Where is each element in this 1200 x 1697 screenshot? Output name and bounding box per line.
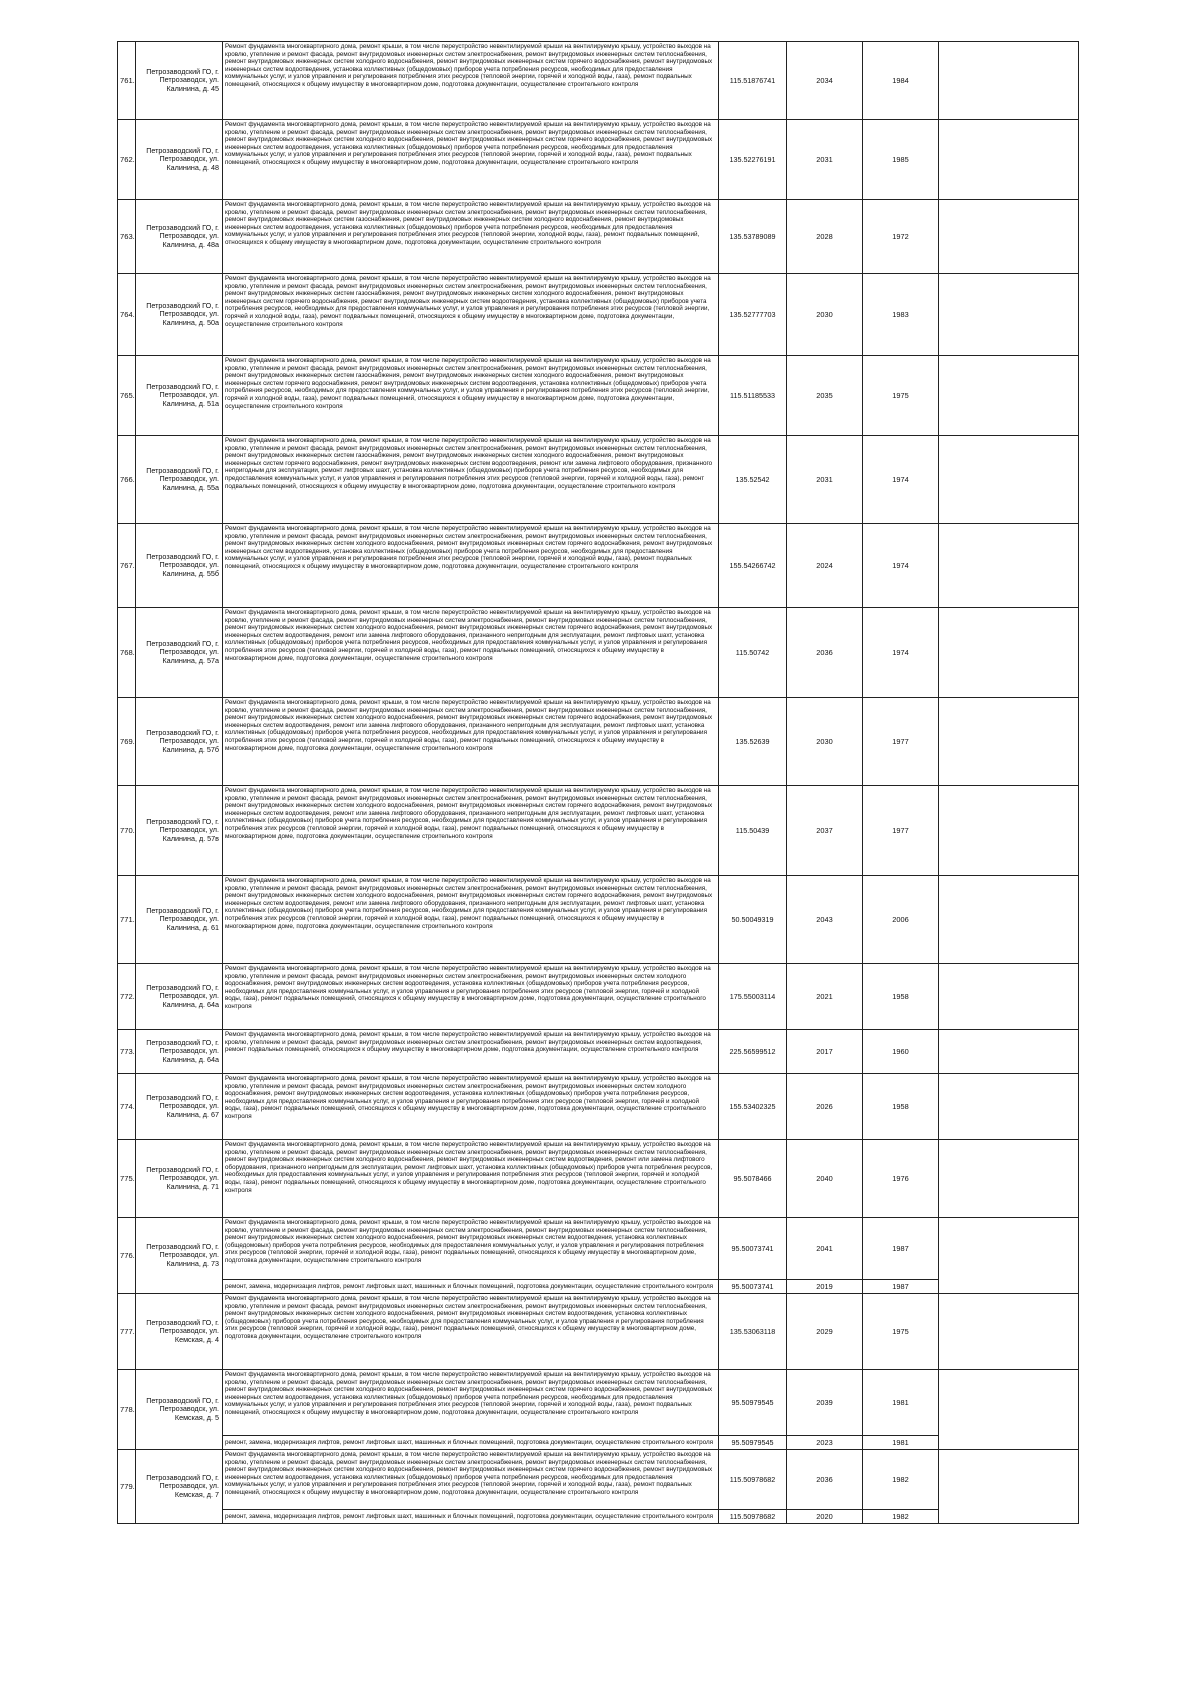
row-number: 771. bbox=[118, 876, 136, 964]
empty-cell bbox=[939, 42, 1079, 120]
repair-works-lift: ремонт, замена, модернизация лифтов, ремонт лифтовых шахт, машинных и блочных помещений, подготовка документации, осуществление строительного контроля bbox=[223, 1510, 719, 1524]
house-address: Петрозаводский ГО, г. Петрозаводск, ул. Калинина, д. 55б bbox=[136, 524, 223, 608]
planned-year: 2029 bbox=[787, 1294, 863, 1370]
planned-year-lift: 2023 bbox=[787, 1436, 863, 1450]
row-number: 779. bbox=[118, 1450, 136, 1524]
row-number: 769. bbox=[118, 698, 136, 786]
empty-cell bbox=[939, 274, 1079, 356]
repair-cost: 155.53402325 bbox=[719, 1074, 787, 1140]
table-row bbox=[118, 1450, 1079, 1510]
repair-works: Ремонт фундамента многоквартирного дома, ремонт крыши, в том числе переустройство невентилируемой крыши на вентилируемую крышу, устройство выходов на кровлю, утепление и ремонт фасада, ремонт внутридомовых инженерных систем электроснабжения, ремонт внутридомовых инженерных систем холодного водоснабжения, ремонт внутридомовых инженерных систем водоотведения, установка коллективных (общедомовых) приборов учета потребления ресурсов, необходимых для предоставления коммунальных услуг, и узлов управления и регулирования потребления этих ресурсов (тепловой энергии, горячей и холодной воды, газа), ремонт подвальных помещений, относящихся к общему имуществу в многоквартирном доме, подготовка документации, осуществление строительного контроля bbox=[223, 1074, 719, 1140]
row-number: 773. bbox=[118, 1030, 136, 1074]
empty-cell bbox=[939, 1030, 1079, 1074]
table-row bbox=[118, 200, 1079, 274]
house-address: Петрозаводский ГО, г. Петрозаводск, ул. Кемская, д. 7 bbox=[136, 1450, 223, 1524]
repair-works: Ремонт фундамента многоквартирного дома, ремонт крыши, в том числе переустройство невентилируемой крыши на вентилируемую крышу, устройство выходов на кровлю, утепление и ремонт фасада, ремонт внутридомовых инженерных систем электроснабжения, ремонт внутридомовых инженерных систем водоотведения, ремонт подвальных помещений, относящихся к общему имуществу в многоквартирном доме, подготовка документации, осуществление строительного контроля bbox=[223, 1030, 719, 1074]
empty-cell bbox=[939, 608, 1079, 698]
house-address: Петрозаводский ГО, г. Петрозаводск, ул. Калинина, д. 57б bbox=[136, 698, 223, 786]
repair-cost: 135.53063118 bbox=[719, 1294, 787, 1370]
build-year: 1974 bbox=[863, 608, 939, 698]
empty-cell bbox=[939, 1450, 1079, 1524]
table-row bbox=[118, 274, 1079, 356]
house-address: Петрозаводский ГО, г. Петрозаводск, ул. Кемская, д. 5 bbox=[136, 1370, 223, 1450]
build-year-lift: 1987 bbox=[863, 1280, 939, 1294]
repair-works: Ремонт фундамента многоквартирного дома, ремонт крыши, в том числе переустройство невентилируемой крыши на вентилируемую крышу, устройство выходов на кровлю, утепление и ремонт фасада, ремонт внутридомовых инженерных систем электроснабжения, ремонт внутридомовых инженерных систем теплоснабжения, ремонт внутридомовых инженерных систем холодного водоснабжения, ремонт внутридомовых инженерных систем горячего водоснабжения, ремонт внутридомовых инженерных систем водоотведения, установка коллективных (общедомовых) приборов учета потребления ресурсов, необходимых для предоставления коммунальных услуг, и узлов управления и регулирования потребления этих ресурсов (тепловой энергии, горячей и холодной воды, газа), ремонт подвальных помещений, относящихся к общему имуществу в многоквартирном доме, подготовка документации, осуществление строительного контроля bbox=[223, 42, 719, 120]
build-year: 1987 bbox=[863, 1218, 939, 1280]
repair-cost-lift: 95.50979545 bbox=[719, 1436, 787, 1450]
repair-works: Ремонт фундамента многоквартирного дома, ремонт крыши, в том числе переустройство невентилируемой крыши на вентилируемую крышу, устройство выходов на кровлю, утепление и ремонт фасада, ремонт внутридомовых инженерных систем электроснабжения, ремонт внутридомовых инженерных систем теплоснабжения, ремонт внутридомовых инженерных систем холодного водоснабжения, ремонт внутридомовых инженерных систем водоотведения, установка коллективных (общедомовых) приборов учета потребления ресурсов, необходимых для предоставления коммунальных услуг, и узлов управления и регулирования потребления этих ресурсов (тепловой энергии, горячей и холодной воды, газа), ремонт подвальных помещений, относящихся к общему имуществу в многоквартирном доме, подготовка документации, осуществление строительного контроля bbox=[223, 1218, 719, 1280]
planned-year-lift: 2020 bbox=[787, 1510, 863, 1524]
empty-cell bbox=[939, 1370, 1079, 1450]
build-year: 1977 bbox=[863, 786, 939, 876]
build-year: 1958 bbox=[863, 964, 939, 1030]
planned-year: 2031 bbox=[787, 120, 863, 200]
row-number: 767. bbox=[118, 524, 136, 608]
row-number: 766. bbox=[118, 436, 136, 524]
table-row bbox=[118, 436, 1079, 524]
table-row bbox=[118, 1140, 1079, 1218]
house-address: Петрозаводский ГО, г. Петрозаводск, ул. Калинина, д. 71 bbox=[136, 1140, 223, 1218]
table-subrow bbox=[118, 1436, 1079, 1450]
repair-works: Ремонт фундамента многоквартирного дома, ремонт крыши, в том числе переустройство невентилируемой крыши на вентилируемую крышу, устройство выходов на кровлю, утепление и ремонт фасада, ремонт внутридомовых инженерных систем электроснабжения, ремонт внутридомовых инженерных систем теплоснабжения, ремонт внутридомовых инженерных систем холодного водоснабжения, ремонт внутридомовых инженерных систем горячего водоснабжения, ремонт внутридомовых инженерных систем водоотведения, установка коллективных (общедомовых) приборов учета потребления ресурсов, необходимых для предоставления коммунальных услуг, и узлов управления и регулирования потребления этих ресурсов (тепловой энергии, горячей и холодной воды, газа), ремонт подвальных помещений, относящихся к общему имуществу в многоквартирном доме, подготовка документации, осуществление строительного контроля bbox=[223, 1450, 719, 1510]
document-page bbox=[117, 41, 1078, 1524]
table-row bbox=[118, 876, 1079, 964]
planned-year: 2031 bbox=[787, 436, 863, 524]
house-address: Петрозаводский ГО, г. Петрозаводск, ул. Калинина, д. 57а bbox=[136, 608, 223, 698]
house-address: Петрозаводский ГО, г. Петрозаводск, ул. Калинина, д. 64а bbox=[136, 964, 223, 1030]
house-address: Петрозаводский ГО, г. Петрозаводск, ул. Калинина, д. 61 bbox=[136, 876, 223, 964]
table-row bbox=[118, 120, 1079, 200]
empty-cell bbox=[939, 356, 1079, 436]
house-address: Петрозаводский ГО, г. Петрозаводск, ул. Калинина, д. 45 bbox=[136, 42, 223, 120]
repair-works: Ремонт фундамента многоквартирного дома, ремонт крыши, в том числе переустройство невентилируемой крыши на вентилируемую крышу, устройство выходов на кровлю, утепление и ремонт фасада, ремонт внутридомовых инженерных систем электроснабжения, ремонт внутридомовых инженерных систем теплоснабжения, ремонт внутридомовых инженерных систем холодного водоснабжения, ремонт внутридомовых инженерных систем водоотведения, ремонт или замена лифтового оборудования, признанного непригодным для эксплуатации, ремонт лифтовых шахт, установка коллективных (общедомовых) приборов учета потребления ресурсов, необходимых для предоставления коммунальных услуг, и узлов управления и регулирования потребления этих ресурсов (тепловой энергии, горячей и холодной воды, газа), ремонт подвальных помещений, относящихся к общему имуществу в многоквартирном доме, подготовка документации, осуществление строительного контроля bbox=[223, 1140, 719, 1218]
table-subrow bbox=[118, 1280, 1079, 1294]
build-year-lift: 1981 bbox=[863, 1436, 939, 1450]
house-address: Петрозаводский ГО, г. Петрозаводск, ул. Калинина, д. 55а bbox=[136, 436, 223, 524]
empty-cell bbox=[939, 1074, 1079, 1140]
table-row bbox=[118, 1074, 1079, 1140]
build-year: 1972 bbox=[863, 200, 939, 274]
table-row bbox=[118, 698, 1079, 786]
row-number: 765. bbox=[118, 356, 136, 436]
repair-cost: 225.56599512 bbox=[719, 1030, 787, 1074]
build-year-lift: 1982 bbox=[863, 1510, 939, 1524]
house-address: Петрозаводский ГО, г. Петрозаводск, ул. Калинина, д. 51а bbox=[136, 356, 223, 436]
row-number: 772. bbox=[118, 964, 136, 1030]
house-address: Петрозаводский ГО, г. Петрозаводск, ул. Калинина, д. 48 bbox=[136, 120, 223, 200]
build-year: 1975 bbox=[863, 356, 939, 436]
row-number: 768. bbox=[118, 608, 136, 698]
table-row bbox=[118, 42, 1079, 120]
repair-works: Ремонт фундамента многоквартирного дома, ремонт крыши, в том числе переустройство невентилируемой крыши на вентилируемую крышу, устройство выходов на кровлю, утепление и ремонт фасада, ремонт внутридомовых инженерных систем электроснабжения, ремонт внутридомовых инженерных систем теплоснабжения, ремонт внутридомовых инженерных систем холодного водоснабжения, ремонт внутридомовых инженерных систем горячего водоснабжения, ремонт внутридомовых инженерных систем водоотведения, ремонт или замена лифтового оборудования, признанного непригодным для эксплуатации, ремонт лифтовых шахт, установка коллективных (общедомовых) приборов учета потребления ресурсов, необходимых для предоставления коммунальных услуг, и узлов управления и регулирования потребления этих ресурсов (тепловой энергии, горячей и холодной воды, газа), ремонт подвальных помещений, относящихся к общему имуществу в многоквартирном доме, подготовка документации, осуществление строительного контроля bbox=[223, 698, 719, 786]
row-number: 778. bbox=[118, 1370, 136, 1450]
planned-year-lift: 2019 bbox=[787, 1280, 863, 1294]
repair-works: Ремонт фундамента многоквартирного дома, ремонт крыши, в том числе переустройство невентилируемой крыши на вентилируемую крышу, устройство выходов на кровлю, утепление и ремонт фасада, ремонт внутридомовых инженерных систем электроснабжения, ремонт внутридомовых инженерных систем теплоснабжения, ремонт внутридомовых инженерных систем газоснабжения, ремонт внутридомовых инженерных систем холодного водоснабжения, ремонт внутридомовых инженерных систем горячего водоснабжения, ремонт внутридомовых инженерных систем водоотведения, установка коллективных (общедомовых) приборов учета потребления ресурсов, необходимых для предоставления коммунальных услуг, и узлов управления и регулирования потребления этих ресурсов (тепловой энергии, горячей и холодной воды, газа), ремонт подвальных помещений, относящихся к общему имуществу в многоквартирном доме, подготовка документации, осуществление строительного контроля bbox=[223, 356, 719, 436]
repair-cost: 115.51876741 bbox=[719, 42, 787, 120]
table-row bbox=[118, 786, 1079, 876]
build-year: 1984 bbox=[863, 42, 939, 120]
house-address: Петрозаводский ГО, г. Петрозаводск, ул. Калинина, д. 73 bbox=[136, 1218, 223, 1294]
repair-works: Ремонт фундамента многоквартирного дома, ремонт крыши, в том числе переустройство невентилируемой крыши на вентилируемую крышу, устройство выходов на кровлю, утепление и ремонт фасада, ремонт внутридомовых инженерных систем электроснабжения, ремонт внутридомовых инженерных систем теплоснабжения, ремонт внутридомовых инженерных систем холодного водоснабжения, ремонт внутридомовых инженерных систем горячего водоснабжения, ремонт внутридомовых инженерных систем водоотведения, установка коллективных (общедомовых) приборов учета потребления ресурсов, необходимых для предоставления коммунальных услуг, и узлов управления и регулирования потребления этих ресурсов (тепловой энергии, горячей и холодной воды, газа), ремонт подвальных помещений, относящихся к общему имуществу в многоквартирном доме, подготовка документации, осуществление строительного контроля bbox=[223, 1370, 719, 1436]
table-row bbox=[118, 1030, 1079, 1074]
build-year: 1983 bbox=[863, 274, 939, 356]
empty-cell bbox=[939, 964, 1079, 1030]
build-year: 1974 bbox=[863, 436, 939, 524]
build-year: 1985 bbox=[863, 120, 939, 200]
planned-year: 2041 bbox=[787, 1218, 863, 1280]
empty-cell bbox=[939, 698, 1079, 786]
table-row bbox=[118, 964, 1079, 1030]
row-number: 770. bbox=[118, 786, 136, 876]
table-body bbox=[118, 42, 1079, 1524]
table-subrow bbox=[118, 1510, 1079, 1524]
row-number: 762. bbox=[118, 120, 136, 200]
planned-year: 2036 bbox=[787, 1450, 863, 1510]
table-row bbox=[118, 524, 1079, 608]
row-number: 777. bbox=[118, 1294, 136, 1370]
repair-cost: 155.54266742 bbox=[719, 524, 787, 608]
repair-works: Ремонт фундамента многоквартирного дома, ремонт крыши, в том числе переустройство невентилируемой крыши на вентилируемую крышу, устройство выходов на кровлю, утепление и ремонт фасада, ремонт внутридомовых инженерных систем электроснабжения, ремонт внутридомовых инженерных систем холодного водоснабжения, ремонт внутридомовых инженерных систем водоотведения, установка коллективных (общедомовых) приборов учета потребления ресурсов, необходимых для предоставления коммунальных услуг, и узлов управления и регулирования потребления этих ресурсов (тепловой энергии, горячей и холодной воды, газа), ремонт подвальных помещений, относящихся к общему имуществу в многоквартирном доме, подготовка документации, осуществление строительного контроля bbox=[223, 964, 719, 1030]
planned-year: 2030 bbox=[787, 698, 863, 786]
planned-year: 2043 bbox=[787, 876, 863, 964]
house-address: Петрозаводский ГО, г. Петрозаводск, ул. Калинина, д. 50а bbox=[136, 274, 223, 356]
build-year: 1975 bbox=[863, 1294, 939, 1370]
row-number: 763. bbox=[118, 200, 136, 274]
planned-year: 2024 bbox=[787, 524, 863, 608]
repair-works-lift: ремонт, замена, модернизация лифтов, ремонт лифтовых шахт, машинных и блочных помещений, подготовка документации, осуществление строительного контроля bbox=[223, 1280, 719, 1294]
row-number: 761. bbox=[118, 42, 136, 120]
repair-cost: 115.50742 bbox=[719, 608, 787, 698]
house-address: Петрозаводский ГО, г. Петрозаводск, ул. Кемская, д. 4 bbox=[136, 1294, 223, 1370]
build-year: 2006 bbox=[863, 876, 939, 964]
planned-year: 2035 bbox=[787, 356, 863, 436]
house-address: Петрозаводский ГО, г. Петрозаводск, ул. Калинина, д. 64а bbox=[136, 1030, 223, 1074]
table-row bbox=[118, 1218, 1079, 1280]
repair-works: Ремонт фундамента многоквартирного дома, ремонт крыши, в том числе переустройство невентилируемой крыши на вентилируемую крышу, устройство выходов на кровлю, утепление и ремонт фасада, ремонт внутридомовых инженерных систем электроснабжения, ремонт внутридомовых инженерных систем теплоснабжения, ремонт внутридомовых инженерных систем холодного водоснабжения, ремонт внутридомовых инженерных систем горячего водоснабжения, ремонт внутридомовых инженерных систем водоотведения, установка коллективных (общедомовых) приборов учета потребления ресурсов, необходимых для предоставления коммунальных услуг, и узлов управления и регулирования потребления этих ресурсов (тепловой энергии, горячей и холодной воды, газа), ремонт подвальных помещений, относящихся к общему имуществу в многоквартирном доме, подготовка документации, осуществление строительного контроля bbox=[223, 120, 719, 200]
planned-year: 2036 bbox=[787, 608, 863, 698]
row-number: 776. bbox=[118, 1218, 136, 1294]
build-year: 1958 bbox=[863, 1074, 939, 1140]
repair-cost: 135.52639 bbox=[719, 698, 787, 786]
house-address: Петрозаводский ГО, г. Петрозаводск, ул. Калинина, д. 48а bbox=[136, 200, 223, 274]
repair-cost-lift: 95.50073741 bbox=[719, 1280, 787, 1294]
empty-cell bbox=[939, 200, 1079, 274]
repair-works: Ремонт фундамента многоквартирного дома, ремонт крыши, в том числе переустройство невентилируемой крыши на вентилируемую крышу, устройство выходов на кровлю, утепление и ремонт фасада, ремонт внутридомовых инженерных систем электроснабжения, ремонт внутридомовых инженерных систем теплоснабжения, ремонт внутридомовых инженерных систем газоснабжения, ремонт внутридомовых инженерных систем холодного водоснабжения, ремонт внутридомовых инженерных систем горячего водоснабжения, ремонт внутридомовых инженерных систем водоотведения, установка коллективных (общедомовых) приборов учета потребления ресурсов, необходимых для предоставления коммунальных услуг, и узлов управления и регулирования потребления этих ресурсов (тепловой энергии, горячей и холодной воды, газа), ремонт подвальных помещений, относящихся к общему имуществу в многоквартирном доме, подготовка документации, осуществление строительного контроля bbox=[223, 274, 719, 356]
empty-cell bbox=[939, 876, 1079, 964]
row-number: 775. bbox=[118, 1140, 136, 1218]
row-number: 774. bbox=[118, 1074, 136, 1140]
build-year: 1960 bbox=[863, 1030, 939, 1074]
planned-year: 2034 bbox=[787, 42, 863, 120]
repair-works: Ремонт фундамента многоквартирного дома, ремонт крыши, в том числе переустройство невентилируемой крыши на вентилируемую крышу, устройство выходов на кровлю, утепление и ремонт фасада, ремонт внутридомовых инженерных систем электроснабжения, ремонт внутридомовых инженерных систем теплоснабжения, ремонт внутридомовых инженерных систем газоснабжения, ремонт внутридомовых инженерных систем холодного водоснабжения, ремонт внутридомовых инженерных систем горячего водоснабжения, ремонт внутридомовых инженерных систем водоотведения, ремонт или замена лифтового оборудования, признанного непригодным для эксплуатации, ремонт лифтовых шахт, установка коллективных (общедомовых) приборов учета потребления ресурсов, необходимых для предоставления коммунальных услуг, и узлов управления и регулирования потребления этих ресурсов (тепловой энергии, горячей и холодной воды, газа), ремонт подвальных помещений, относящихся к общему имуществу в многоквартирном доме, подготовка документации, осуществление строительного контроля bbox=[223, 436, 719, 524]
repair-works: Ремонт фундамента многоквартирного дома, ремонт крыши, в том числе переустройство невентилируемой крыши на вентилируемую крышу, устройство выходов на кровлю, утепление и ремонт фасада, ремонт внутридомовых инженерных систем электроснабжения, ремонт внутридомовых инженерных систем теплоснабжения, ремонт внутридомовых инженерных систем холодного водоснабжения, ремонт внутридомовых инженерных систем водоотведения, установка коллективных (общедомовых) приборов учета потребления ресурсов, необходимых для предоставления коммунальных услуг, и узлов управления и регулирования потребления этих ресурсов (тепловой энергии, горячей и холодной воды, газа), ремонт подвальных помещений, относящихся к общему имуществу в многоквартирном доме, подготовка документации, осуществление строительного контроля bbox=[223, 1294, 719, 1370]
table-row bbox=[118, 1370, 1079, 1436]
repair-cost: 50.50049319 bbox=[719, 876, 787, 964]
repair-cost-lift: 115.50978682 bbox=[719, 1510, 787, 1524]
empty-cell bbox=[939, 1218, 1079, 1294]
planned-year: 2039 bbox=[787, 1370, 863, 1436]
planned-year: 2030 bbox=[787, 274, 863, 356]
repair-cost: 115.50978682 bbox=[719, 1450, 787, 1510]
house-address: Петрозаводский ГО, г. Петрозаводск, ул. Калинина, д. 57в bbox=[136, 786, 223, 876]
repair-cost: 135.52777703 bbox=[719, 274, 787, 356]
repair-cost: 95.50073741 bbox=[719, 1218, 787, 1280]
repair-cost: 115.50439 bbox=[719, 786, 787, 876]
planned-year: 2021 bbox=[787, 964, 863, 1030]
table-row bbox=[118, 356, 1079, 436]
repair-works: Ремонт фундамента многоквартирного дома, ремонт крыши, в том числе переустройство невентилируемой крыши на вентилируемую крышу, устройство выходов на кровлю, утепление и ремонт фасада, ремонт внутридомовых инженерных систем электроснабжения, ремонт внутридомовых инженерных систем теплоснабжения, ремонт внутридомовых инженерных систем холодного водоснабжения, ремонт внутридомовых инженерных систем горячего водоснабжения, ремонт внутридомовых инженерных систем водоотведения, ремонт или замена лифтового оборудования, признанного непригодным для эксплуатации, ремонт лифтовых шахт, установка коллективных (общедомовых) приборов учета потребления ресурсов, необходимых для предоставления коммунальных услуг, и узлов управления и регулирования потребления этих ресурсов (тепловой энергии, горячей и холодной воды, газа), ремонт подвальных помещений, относящихся к общему имуществу в многоквартирном доме, подготовка документации, осуществление строительного контроля bbox=[223, 608, 719, 698]
repair-cost: 175.55003114 bbox=[719, 964, 787, 1030]
empty-cell bbox=[939, 1294, 1079, 1370]
build-year: 1977 bbox=[863, 698, 939, 786]
repair-works: Ремонт фундамента многоквартирного дома, ремонт крыши, в том числе переустройство невентилируемой крыши на вентилируемую крышу, устройство выходов на кровлю, утепление и ремонт фасада, ремонт внутридомовых инженерных систем электроснабжения, ремонт внутридомовых инженерных систем теплоснабжения, ремонт внутридомовых инженерных систем газоснабжения, ремонт внутридомовых инженерных систем холодного водоснабжения, ремонт внутридомовых инженерных систем водоотведения, установка коллективных (общедомовых) приборов учета потребления ресурсов, необходимых для предоставления коммунальных услуг, и узлов управления и регулирования потребления этих ресурсов (тепловой энергии, холодной воды, газа), ремонт подвальных помещений, относящихся к общему имуществу в многоквартирном доме, подготовка документации, осуществление строительного контроля bbox=[223, 200, 719, 274]
empty-cell bbox=[939, 1140, 1079, 1218]
build-year: 1976 bbox=[863, 1140, 939, 1218]
row-number: 764. bbox=[118, 274, 136, 356]
house-address: Петрозаводский ГО, г. Петрозаводск, ул. Калинина, д. 67 bbox=[136, 1074, 223, 1140]
empty-cell bbox=[939, 786, 1079, 876]
planned-year: 2017 bbox=[787, 1030, 863, 1074]
repair-works-lift: ремонт, замена, модернизация лифтов, ремонт лифтовых шахт, машинных и блочных помещений, подготовка документации, осуществление строительного контроля bbox=[223, 1436, 719, 1450]
repair-cost: 115.51185533 bbox=[719, 356, 787, 436]
repair-cost: 135.52542 bbox=[719, 436, 787, 524]
planned-year: 2026 bbox=[787, 1074, 863, 1140]
repair-cost: 135.53789089 bbox=[719, 200, 787, 274]
planned-year: 2037 bbox=[787, 786, 863, 876]
planned-year: 2040 bbox=[787, 1140, 863, 1218]
repair-cost: 135.52276191 bbox=[719, 120, 787, 200]
empty-cell bbox=[939, 436, 1079, 524]
empty-cell bbox=[939, 524, 1079, 608]
build-year: 1981 bbox=[863, 1370, 939, 1436]
repair-works: Ремонт фундамента многоквартирного дома, ремонт крыши, в том числе переустройство невентилируемой крыши на вентилируемую крышу, устройство выходов на кровлю, утепление и ремонт фасада, ремонт внутридомовых инженерных систем электроснабжения, ремонт внутридомовых инженерных систем теплоснабжения, ремонт внутридомовых инженерных систем холодного водоснабжения, ремонт внутридомовых инженерных систем горячего водоснабжения, ремонт внутридомовых инженерных систем водоотведения, установка коллективных (общедомовых) приборов учета потребления ресурсов, необходимых для предоставления коммунальных услуг, и узлов управления и регулирования потребления этих ресурсов (тепловой энергии, горячей и холодной воды, газа), ремонт подвальных помещений, относящихся к общему имуществу в многоквартирном доме, подготовка документации, осуществление строительного контроля bbox=[223, 524, 719, 608]
build-year: 1974 bbox=[863, 524, 939, 608]
table-row bbox=[118, 1294, 1079, 1370]
table-row bbox=[118, 608, 1079, 698]
repair-cost: 95.50979545 bbox=[719, 1370, 787, 1436]
planned-year: 2028 bbox=[787, 200, 863, 274]
capital-repair-table bbox=[117, 41, 1079, 1524]
build-year: 1982 bbox=[863, 1450, 939, 1510]
empty-cell bbox=[939, 120, 1079, 200]
repair-cost: 95.5078466 bbox=[719, 1140, 787, 1218]
repair-works: Ремонт фундамента многоквартирного дома, ремонт крыши, в том числе переустройство невентилируемой крыши на вентилируемую крышу, устройство выходов на кровлю, утепление и ремонт фасада, ремонт внутридомовых инженерных систем электроснабжения, ремонт внутридомовых инженерных систем теплоснабжения, ремонт внутридомовых инженерных систем холодного водоснабжения, ремонт внутридомовых инженерных систем горячего водоснабжения, ремонт внутридомовых инженерных систем водоотведения, ремонт или замена лифтового оборудования, признанного непригодным для эксплуатации, ремонт лифтовых шахт, установка коллективных (общедомовых) приборов учета потребления ресурсов, необходимых для предоставления коммунальных услуг, и узлов управления и регулирования потребления этих ресурсов (тепловой энергии, горячей и холодной воды, газа), ремонт подвальных помещений, относящихся к общему имуществу в многоквартирном доме, подготовка документации, осуществление строительного контроля bbox=[223, 876, 719, 964]
repair-works: Ремонт фундамента многоквартирного дома, ремонт крыши, в том числе переустройство невентилируемой крыши на вентилируемую крышу, устройство выходов на кровлю, утепление и ремонт фасада, ремонт внутридомовых инженерных систем электроснабжения, ремонт внутридомовых инженерных систем теплоснабжения, ремонт внутридомовых инженерных систем холодного водоснабжения, ремонт внутридомовых инженерных систем горячего водоснабжения, ремонт внутридомовых инженерных систем водоотведения, ремонт или замена лифтового оборудования, признанного непригодным для эксплуатации, ремонт лифтовых шахт, установка коллективных (общедомовых) приборов учета потребления ресурсов, необходимых для предоставления коммунальных услуг, и узлов управления и регулирования потребления этих ресурсов (тепловой энергии, горячей и холодной воды, газа), ремонт подвальных помещений, относящихся к общему имуществу в многоквартирном доме, подготовка документации, осуществление строительного контроля bbox=[223, 786, 719, 876]
